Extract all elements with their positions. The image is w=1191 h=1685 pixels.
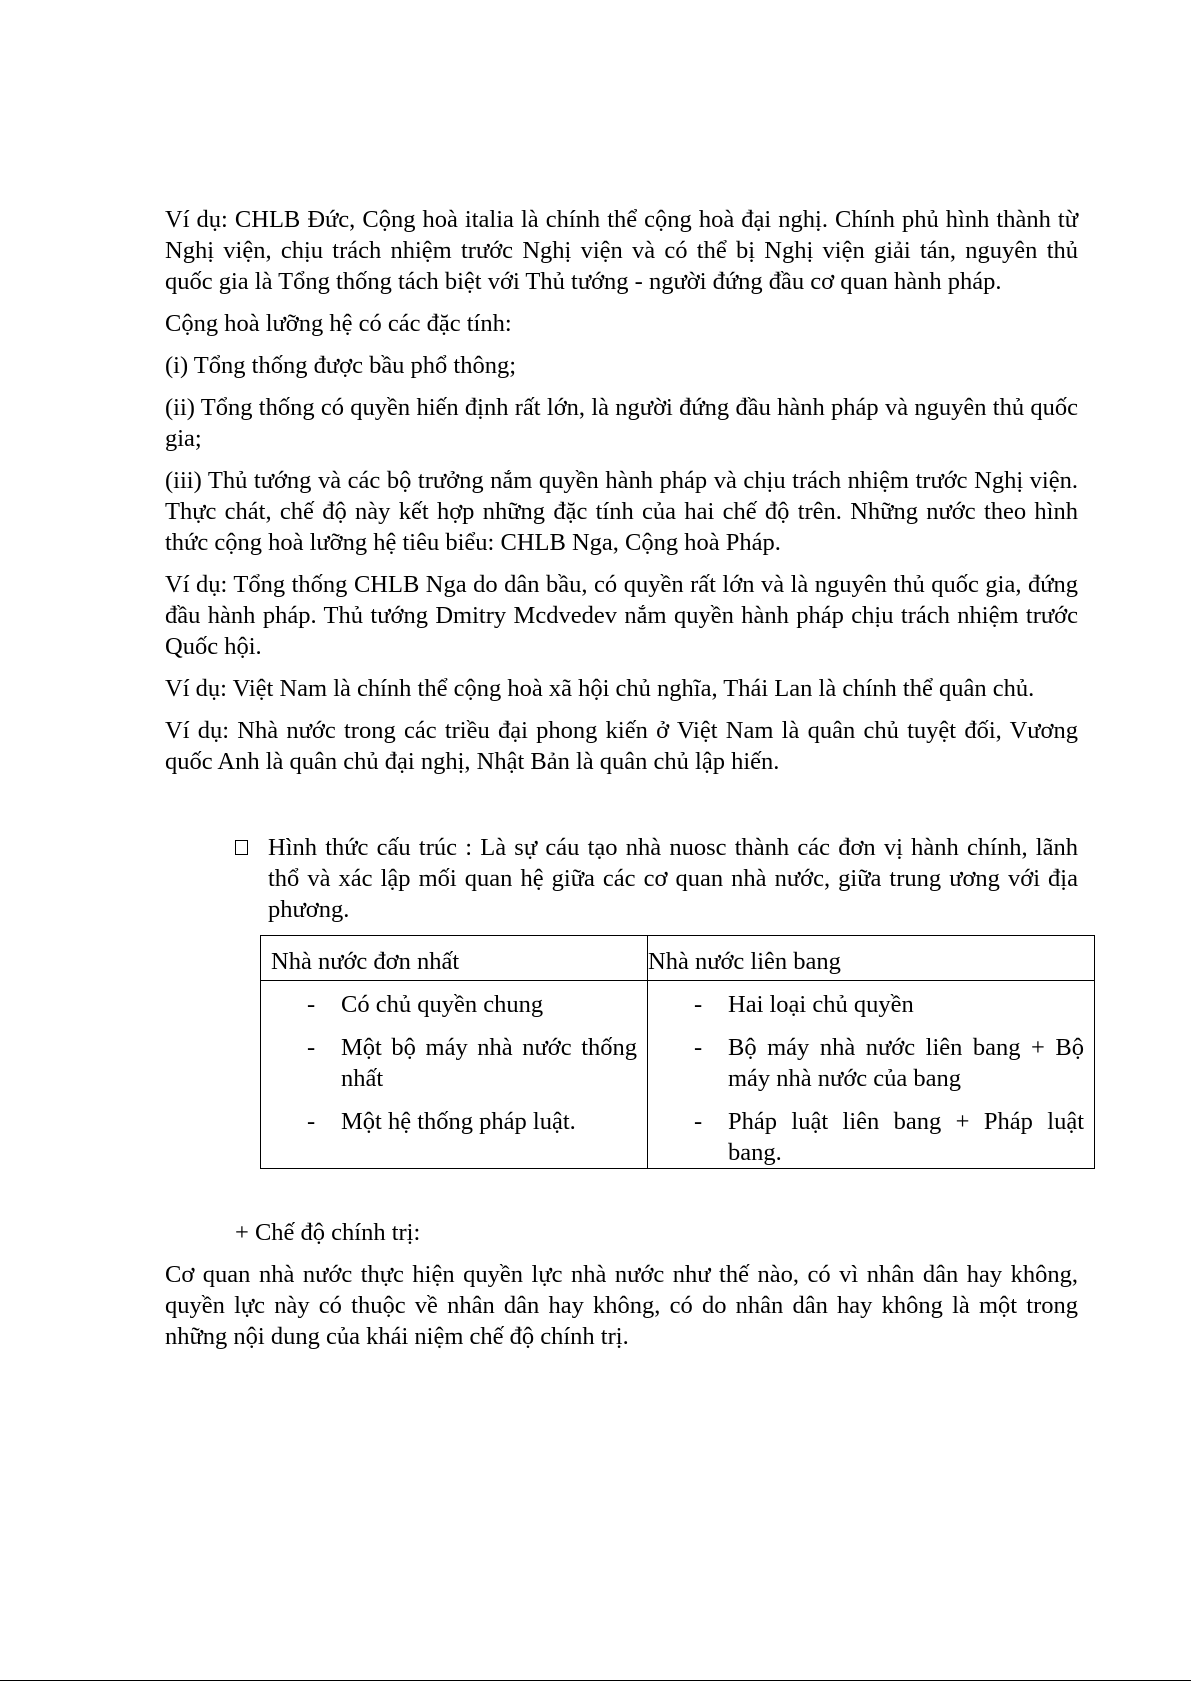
- header-federal-state: Nhà nước liên bang: [648, 936, 1095, 981]
- list-item: - Pháp luật liên bang + Pháp luật bang.: [658, 1106, 1084, 1168]
- paragraph-political-regime: Cơ quan nhà nước thực hiện quyền lực nhà nước như thế nào, có vì nhân dân hay không, quyền lực này có thuộc về nhân dân hay không, có do nhân dân hay không là một trong những nội dung của khái niệm chế độ chính trị.: [165, 1261, 1078, 1350]
- comparison-table: [260, 935, 1095, 1169]
- spacer: [165, 788, 1078, 832]
- paragraph-trait-2: (ii) Tổng thống có quyền hiến định rất lớn, là người đứng đầu hành pháp và nguyên thủ quốc gia;: [165, 394, 1078, 452]
- unitary-state-traits: [261, 981, 648, 1169]
- list-item: - Có chủ quyền chung: [271, 989, 637, 1020]
- federal-state-traits: [648, 981, 1095, 1169]
- bullet-text: Hình thức cấu trúc : Là sự cáu tạo nhà nuosc thành các đơn vị hành chính, lãnh thổ và xác lập mối quan hệ giữa các cơ quan nhà nước, giữa trung ương với địa phương.: [268, 834, 1078, 923]
- bullet-structure-form: [268, 832, 1078, 925]
- paragraph-trait-3: (iii) Thủ tướng và các bộ trưởng nắm quyền hành pháp và chịu trách nhiệm trước Nghị viện. Thực chát, chế độ này kết hợp những đặc tính của hai chế độ trên. Những nước theo hình thức cộng hoà lưỡng hệ tiêu biểu: CHLB Nga, Cộng hoà Pháp.: [165, 467, 1078, 556]
- paragraph-dual-republic-intro: Cộng hoà lưỡng hệ có các đặc tính:: [165, 310, 512, 337]
- list-item: - Một hệ thống pháp luật.: [271, 1106, 637, 1137]
- subheading-political-regime: + Chế độ chính trị:: [235, 1219, 421, 1246]
- list-item: - Một bộ máy nhà nước thống nhất: [271, 1032, 637, 1094]
- paragraph-example-russia: Ví dụ: Tổng thống CHLB Nga do dân bầu, có quyền rất lớn và là nguyên thủ quốc gia, đứng đầu hành pháp. Thủ tướng Dmitry Mcdvedev nắm quyền hành pháp chịu trách nhiệm trước Quốc hội.: [165, 571, 1078, 660]
- table-header-row: [261, 936, 1095, 981]
- page-content: [165, 204, 1084, 1363]
- paragraph-example-monarchies: Ví dụ: Nhà nước trong các triều đại phong kiến ở Việt Nam là quân chủ tuyệt đối, Vương quốc Anh là quân chủ đại nghị, Nhật Bản là quân chủ lập hiến.: [165, 717, 1078, 775]
- paragraph-trait-1: (i) Tổng thống được bầu phổ thông;: [165, 352, 517, 379]
- checkbox-bullet-icon: [235, 840, 248, 855]
- header-unitary-state: Nhà nước đơn nhất: [261, 936, 648, 981]
- table-row: [261, 981, 1095, 1169]
- page-bottom-rule: [0, 1680, 1191, 1681]
- paragraph-example-vietnam-thailand: Ví dụ: Việt Nam là chính thể cộng hoà xã hội chủ nghĩa, Thái Lan là chính thể quân chủ.: [165, 675, 1035, 702]
- list-item: - Bộ máy nhà nước liên bang + Bộ máy nhà nước của bang: [658, 1032, 1084, 1094]
- list-item: - Hai loại chủ quyền: [658, 989, 1084, 1020]
- paragraph-example-germany-italy: Ví dụ: CHLB Đức, Cộng hoà italia là chính thể cộng hoà đại nghị. Chính phủ hình thành từ Nghị viện, chịu trách nhiệm trước Nghị viện và có thể bị Nghị viện giải tán, nguyên thủ quốc gia là Tổng thống tách biệt với Thủ tướng - người đứng đầu cơ quan hành pháp.: [165, 206, 1078, 295]
